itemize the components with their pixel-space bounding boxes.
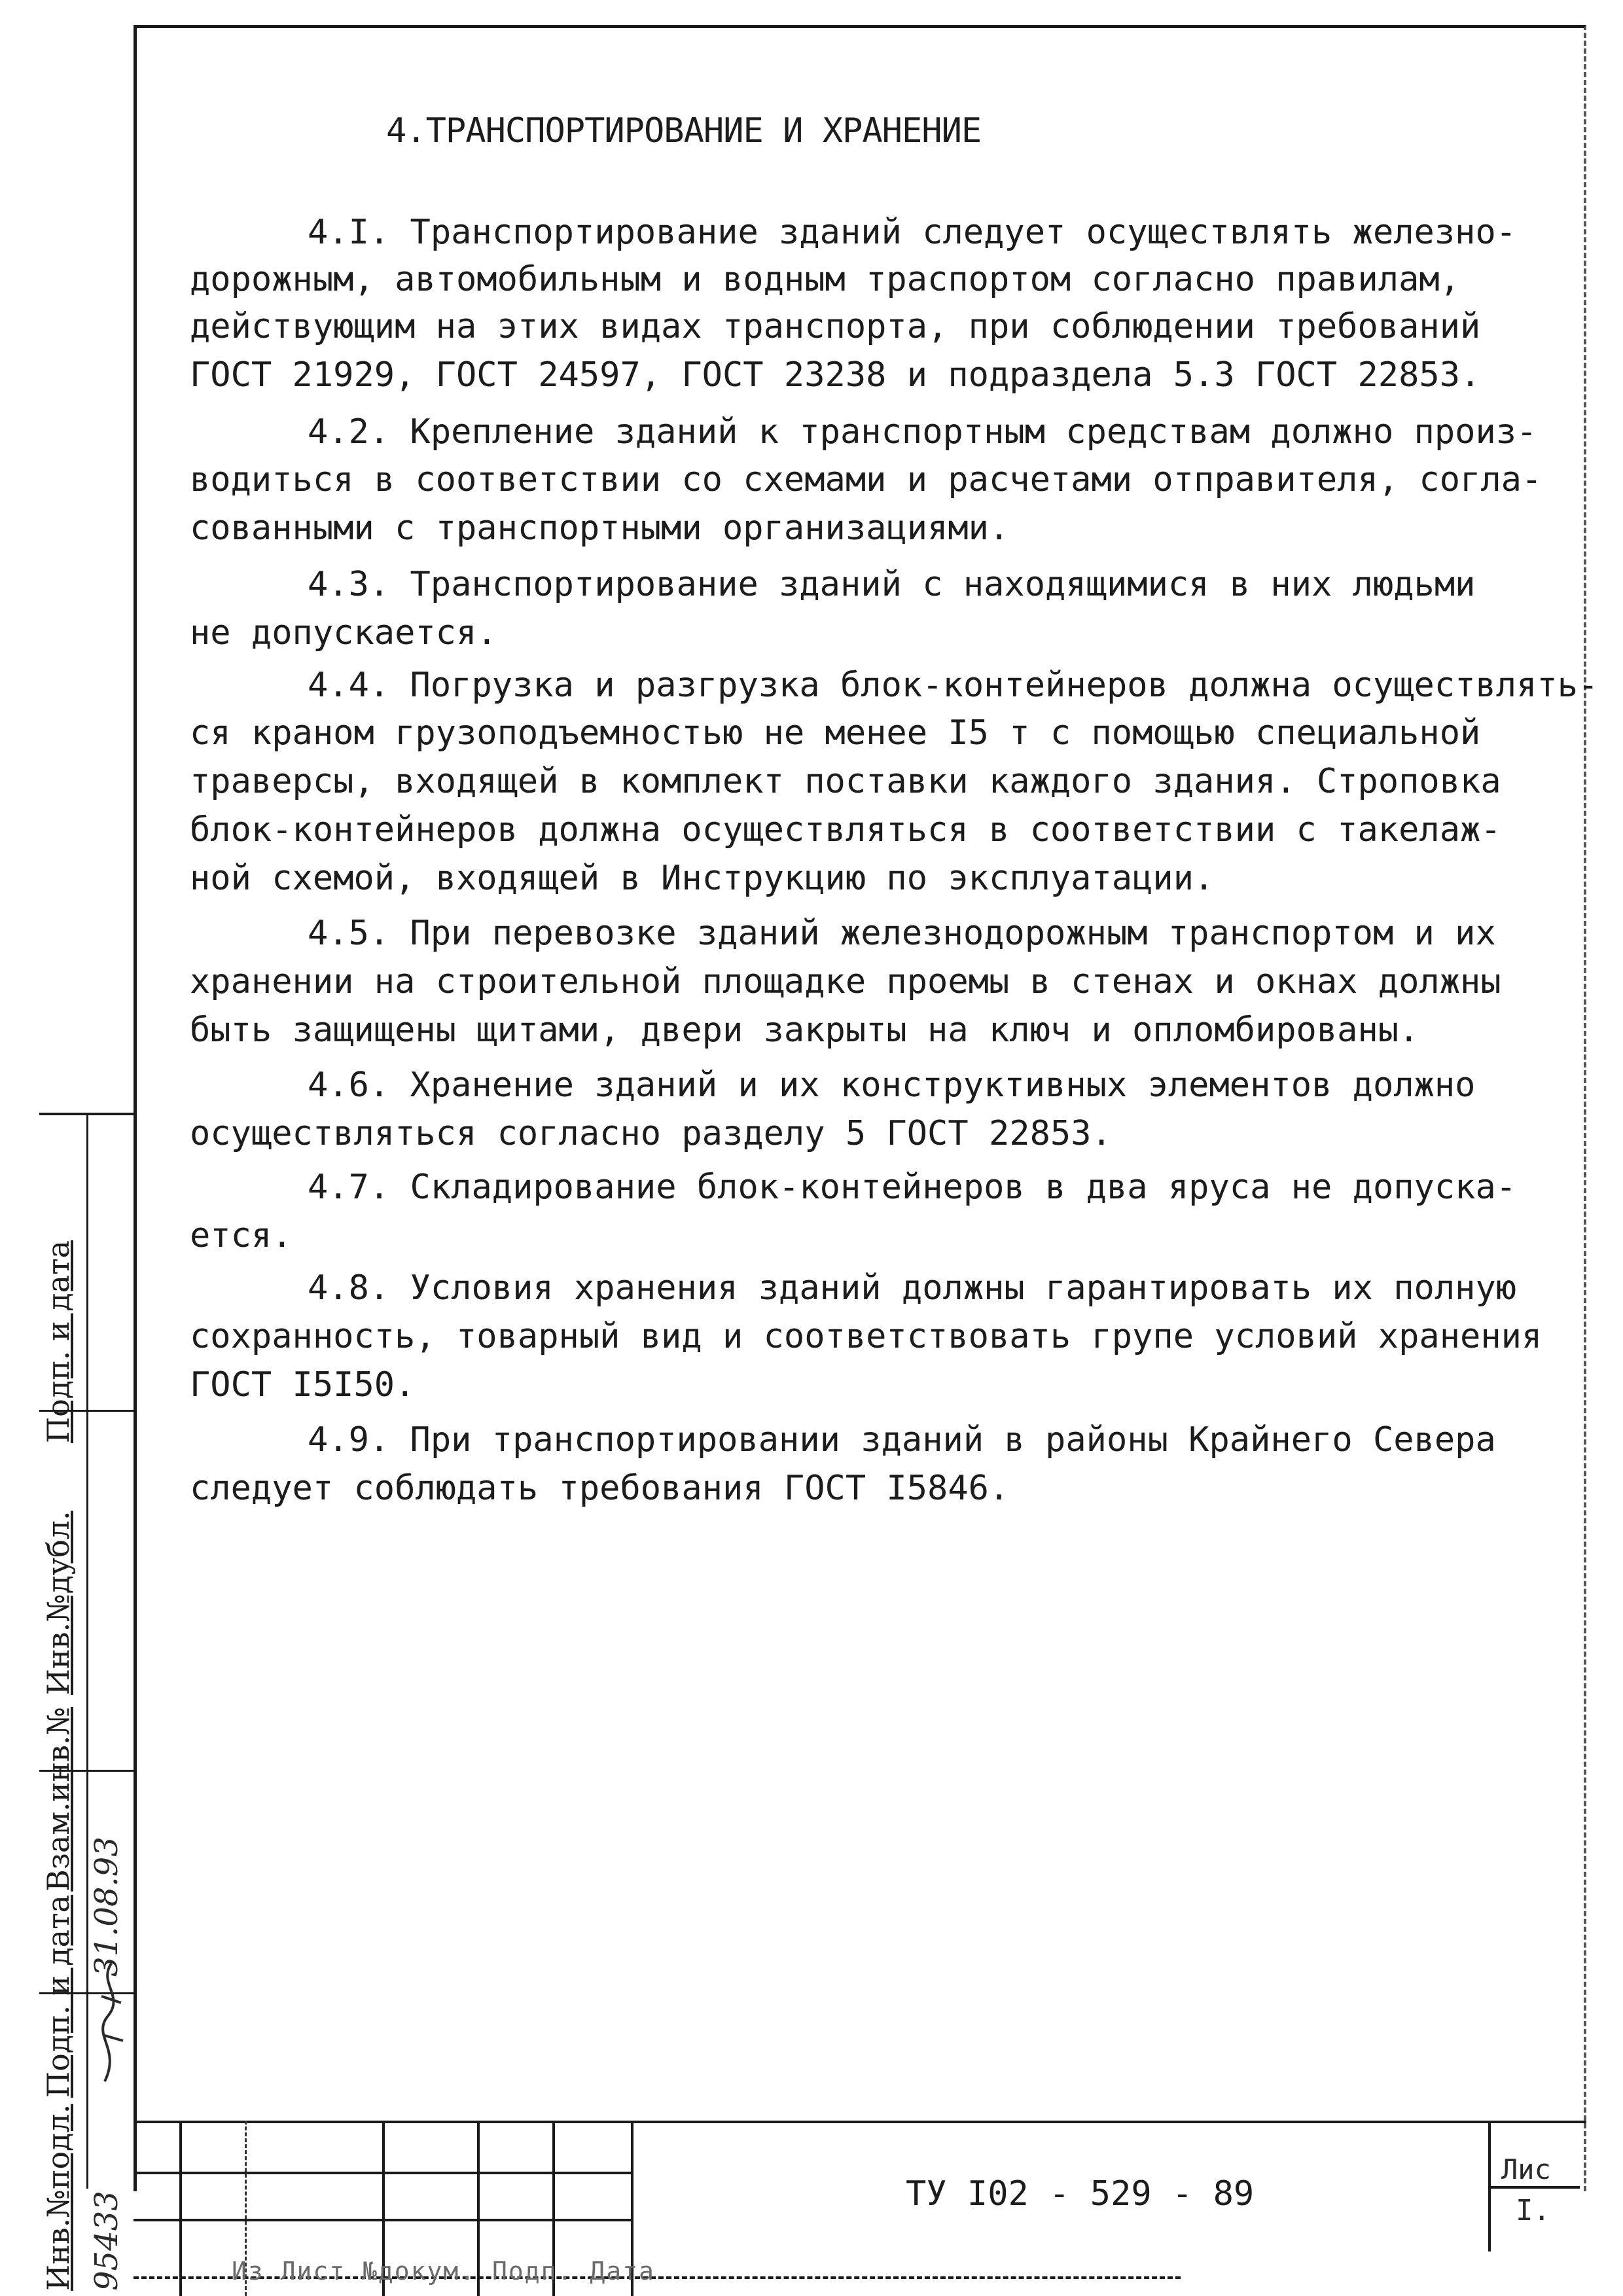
p1-line-1: 4.I. Транспортирование зданий следует осуществлять железно- (308, 213, 1517, 252)
p5-line-2: хранении на строительной площадке проемы в стенах и окнах должны (190, 962, 1501, 1001)
p2-line-3: сованными с транспортными организациями. (190, 509, 1010, 548)
document-designation: ТУ I02 - 529 - 89 (906, 2174, 1255, 2214)
sheet-number: I. (1516, 2194, 1550, 2227)
title-block-col-line (179, 2121, 182, 2296)
p7-line-1: 4.7. Складирование блок-контейнеров в два яруса не допуска- (308, 1168, 1517, 1207)
p2-line-2: водиться в соответствии со схемами и расчетами отправителя, согла- (190, 460, 1543, 499)
signature (92, 1957, 131, 2088)
p8-line-3: ГОСТ I5I50. (190, 1365, 416, 1405)
p8-line-2: сохранность, товарный вид и соответствовать групе условий хранения (190, 1317, 1543, 1356)
handwritten-date: 31.08.93 (88, 1837, 125, 1977)
side-label-inv-podl: Инв.№подл. (41, 2104, 76, 2291)
p4-line-4: блок-контейнеров должна осуществляться в соответствии с такелаж- (190, 810, 1501, 850)
p4-line-2: ся краном грузоподъемностью не менее I5 т с помощью специальной (190, 713, 1481, 753)
side-label-vzam-inv: Взам.инв.№ (41, 1706, 76, 1892)
sheet-label: Лис (1501, 2153, 1551, 2185)
p1-line-2: дорожным, автомобильным и водным траспортом согласно правилам, (190, 260, 1461, 299)
side-label-podp-data-2: Подп. и дата (41, 1240, 76, 1443)
side-stamp-divider (86, 1115, 88, 2189)
p4-line-5: ной схемой, входящей в Инструкцию по эксплуатации. (190, 859, 1215, 898)
p1-line-3: действующим на этих видах транспорта, при соблюдении требований (190, 307, 1481, 346)
p5-line-3: быть защищены щитами, двери закрыты на ключ и опломбированы. (190, 1011, 1419, 1050)
section-title: 4.ТРАНСПОРТИРОВАНИЕ И ХРАНЕНИЕ (386, 111, 982, 151)
title-block-column-labels: Из Лист №докум. Подп. Дата (232, 2257, 655, 2286)
title-block (134, 2121, 1586, 2296)
title-block-top-line (134, 2121, 1586, 2123)
p9-line-2: следует соблюдать требования ГОСТ I5846. (190, 1469, 1010, 1508)
side-label-podp-data: Подп. и дата (41, 1895, 76, 2098)
p4-line-3: траверсы, входящей в комплект поставки каждого здания. Строповка (190, 762, 1501, 801)
p6-line-2: осуществляться согласно разделу 5 ГОСТ 22853. (190, 1114, 1112, 1153)
p4-line-1: 4.4. Погрузка и разгрузка блок-контейнеров должна осуществлять- (308, 666, 1599, 705)
p1-line-4: ГОСТ 21929, ГОСТ 24597, ГОСТ 23238 и подраздела 5.3 ГОСТ 22853. (190, 355, 1481, 395)
p3-line-2: не допускается. (190, 613, 497, 653)
p5-line-1: 4.5. При перевозке зданий железнодорожным транспортом и их (308, 914, 1496, 953)
p3-line-1: 4.3. Транспортирование зданий с находящимися в них людьми (308, 565, 1476, 604)
p8-line-1: 4.8. Условия хранения зданий должны гарантировать их полную (308, 1268, 1517, 1308)
title-block-sheet-line (1488, 2186, 1580, 2189)
p2-line-1: 4.2. Крепление зданий к транспортным средствам должно произ- (308, 412, 1537, 452)
side-label-inv-dubl: Инв.№дубл. (41, 1511, 76, 1695)
inventory-number: 95433 (88, 2191, 125, 2291)
p7-line-2: ется. (190, 1216, 293, 1255)
p6-line-1: 4.6. Хранение зданий и их конструктивных элементов должно (308, 1066, 1476, 1105)
p9-line-1: 4.9. При транспортировании зданий в районы Крайнего Севера (308, 1420, 1496, 1460)
